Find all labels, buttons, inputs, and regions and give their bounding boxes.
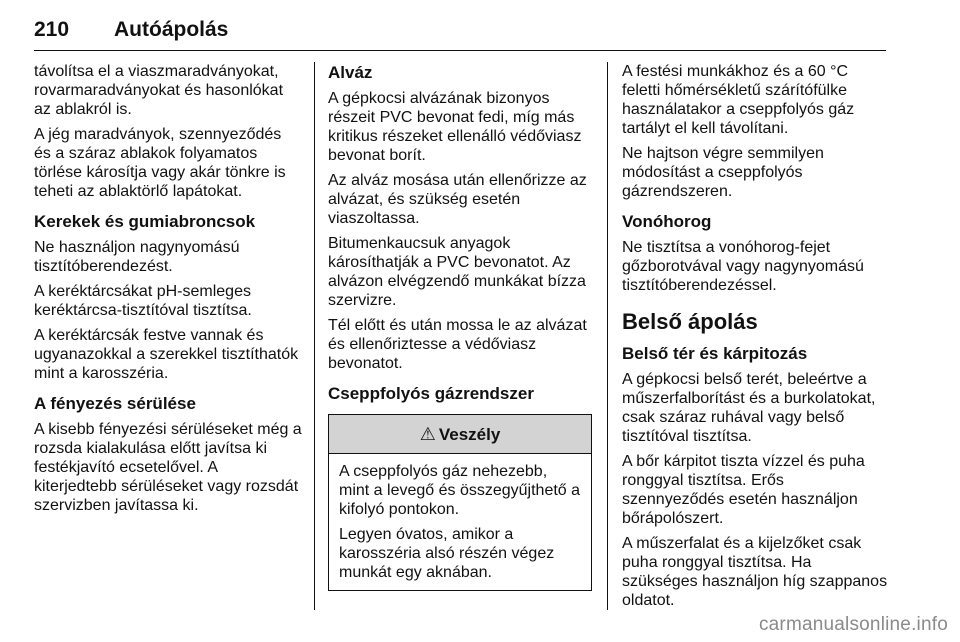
column-1 (34, 62, 302, 521)
section-heading-upholstery: Belső tér és kárpitozás (622, 344, 808, 363)
chapter-heading-interior: Belső ápolás (622, 309, 758, 334)
column-2 (328, 62, 592, 591)
paragraph: Ne használjon nagynyomású tisztítóberendezést. (34, 239, 240, 275)
paragraph: Ne tisztítsa a vonóhorog-fejet gőzborotvával vagy nagynyomású tisztítóberendezéssel. (622, 239, 864, 294)
paragraph: A cseppfolyós gáz nehezebb, mint a levegő és összegyűjthető a kifolyó pontokon. (339, 463, 581, 518)
paragraph: Legyen óvatos, amikor a karosszéria alsó részén végez munkát egy aknában. (339, 526, 555, 581)
danger-title: Veszély (438, 424, 501, 444)
danger-body (329, 454, 591, 590)
watermark: carmanualsonline.info (758, 614, 948, 635)
section-heading-lpg: Cseppfolyós gázrendszer (328, 384, 534, 403)
page-number: 210 (34, 18, 70, 41)
paragraph: A bőr kárpitot tiszta vízzel és puha ronggyal tisztítsa. Erős szennyeződés esetén használjon bőrápolószert. (622, 453, 865, 527)
column-divider-2 (607, 62, 608, 610)
section-heading-wheels: Kerekek és gumiabroncsok (34, 212, 256, 231)
paragraph: Ne hajtson végre semmilyen módosítást a cseppfolyós gázrendszeren. (622, 145, 824, 200)
section-heading-tow: Vonóhorog (622, 212, 712, 231)
column-3 (622, 62, 890, 616)
paragraph: A műszerfalat és a kijelzőket csak puha ronggyal tisztítsa. Ha szükséges használjon híg szappanos oldatot. (622, 535, 888, 609)
paragraph: távolítsa el a viaszmaradványokat, rovarmaradványokat és hasonlókat az ablakról is. (34, 63, 284, 118)
paragraph: A keréktárcsákat pH-semleges keréktárcsa-tisztítóval tisztítsa. (34, 283, 252, 319)
danger-header (329, 415, 591, 454)
paragraph: A jég maradványok, szennyeződés és a száraz ablakok folyamatos törlése károsítja vagy akár tönkre is teheti az ablaktörlő lapátokat. (34, 126, 286, 200)
paragraph: Az alváz mosása után ellenőrizze az alvázat, és szükség esetén viaszoltassa. (328, 172, 587, 227)
paragraph: A kisebb fényezési sérüléseket még a rozsda kialakulása előtt javítsa ki festékjavító ecsetelővel. A kiterjedtebb sérüléseket vagy rozsdát szervizben javítassa ki. (34, 421, 302, 514)
column-divider-1 (314, 62, 315, 610)
paragraph: A gépkocsi alvázának bizonyos részeit PVC bevonat fedi, míg más kritikus részeket ellenálló védőviasz bevonat borít. (328, 90, 582, 164)
section-heading-underbody: Alváz (328, 63, 373, 82)
danger-box (328, 414, 592, 591)
paragraph: A keréktárcsák festve vannak és ugyanazokkal a szerekkel tisztíthatók mint a karosszéria. (34, 327, 299, 382)
header-divider (34, 50, 886, 51)
warning-icon: ⚠ (419, 423, 436, 444)
page-title: Autóápolás (114, 18, 229, 41)
paragraph: Bitumenkaucsuk anyagok károsíthatják a PVC bevonatot. Az alvázon elvégzendő munkákat bízza szervizre. (328, 235, 586, 309)
paragraph: A gépkocsi belső terét, beleértve a műszerfalborítást és a burkolatokat, csak száraz ruhával vagy belső tisztítóval tisztítsa. (622, 371, 876, 445)
section-heading-paint: A fényezés sérülése (34, 394, 196, 413)
paragraph: A festési munkákhoz és a 60 °C feletti hőmérsékletű szárítófülke használatakor a cseppfolyós gáz tartályt el kell távolítani. (622, 63, 855, 137)
paragraph: Tél előtt és után mossa le az alvázat és ellenőriztesse a védőviasz bevonatot. (328, 317, 587, 372)
page-header (34, 18, 886, 48)
